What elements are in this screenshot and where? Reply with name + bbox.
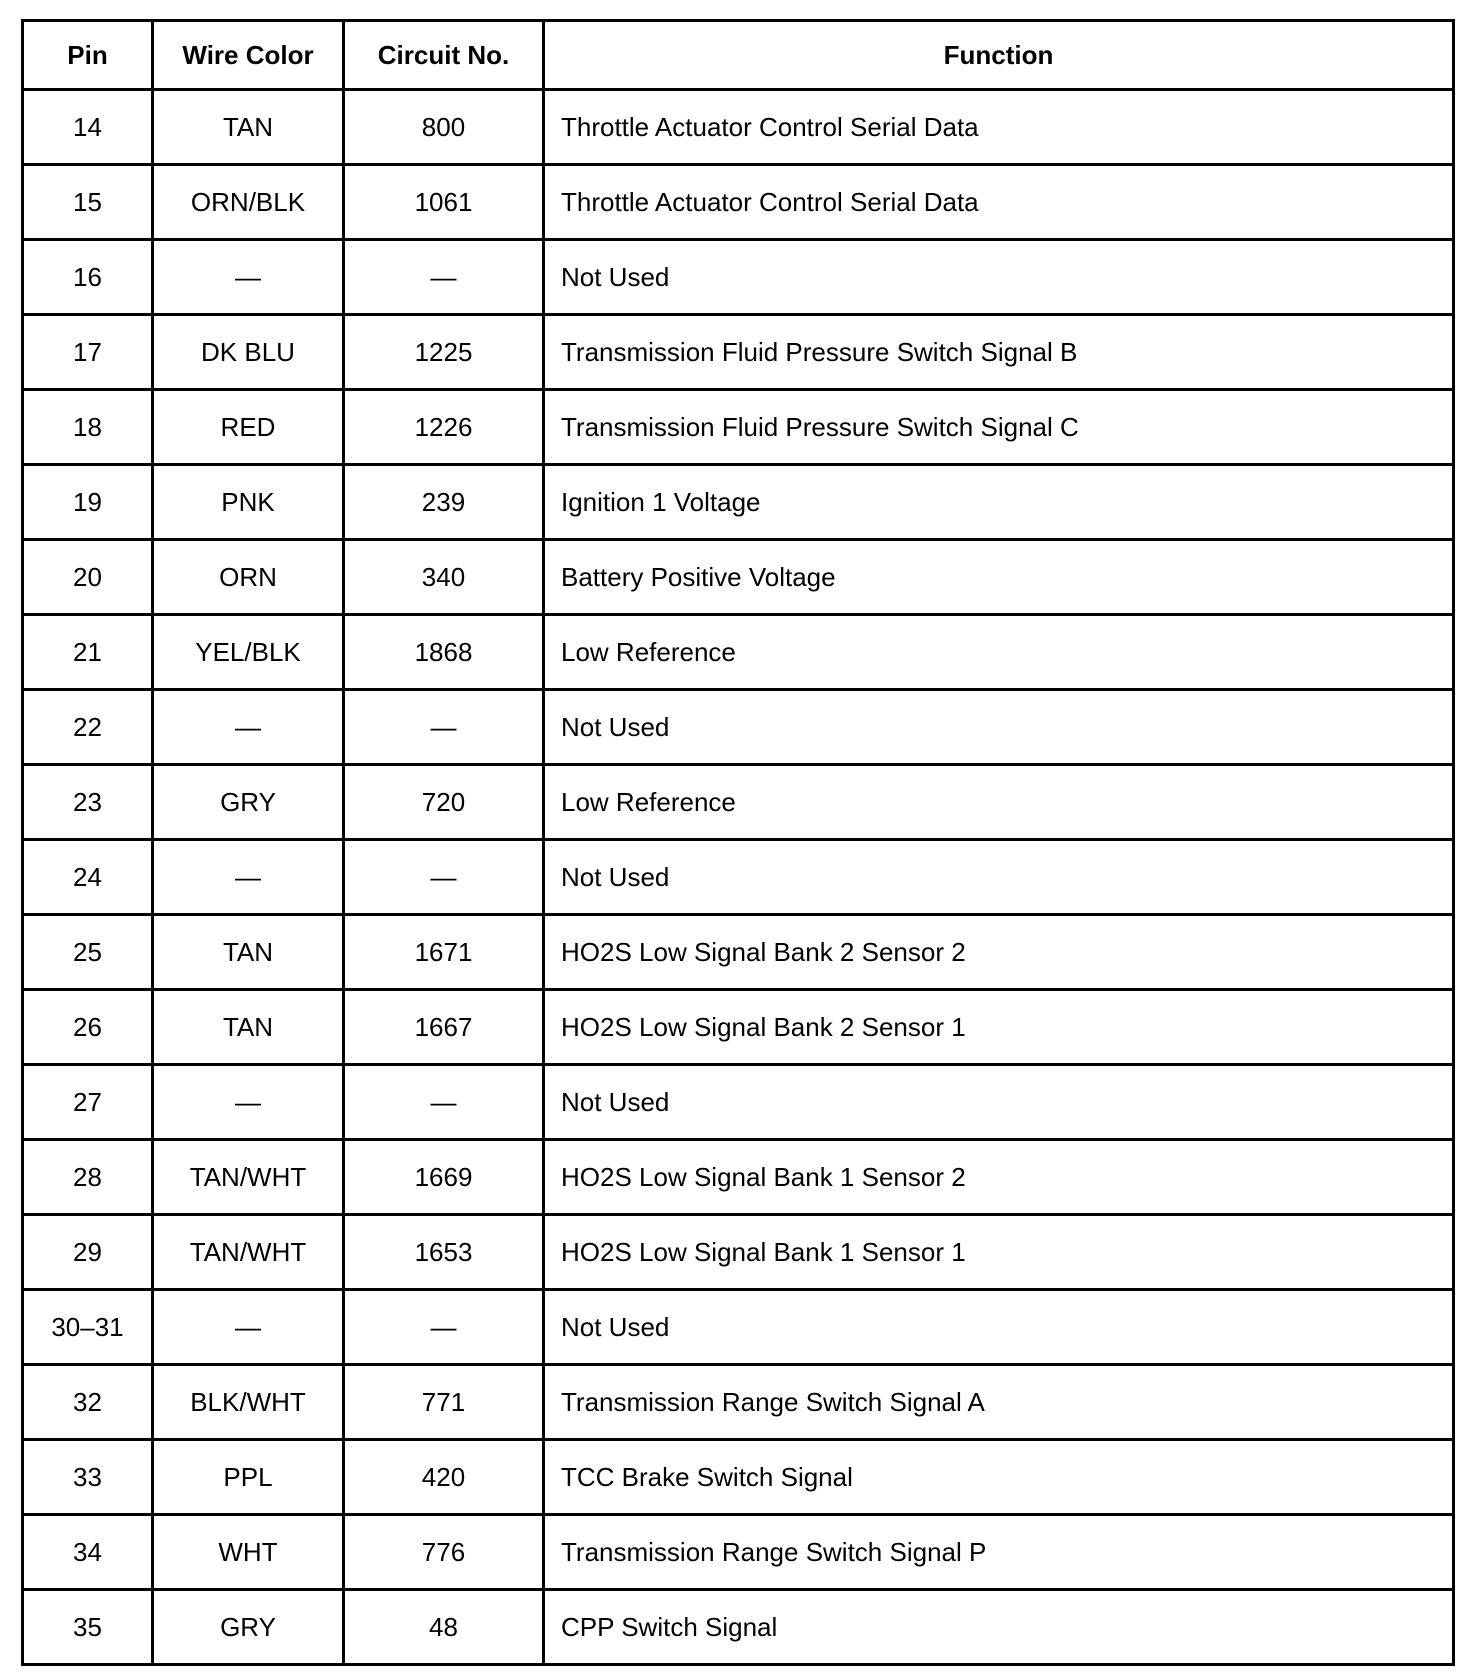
pin-cell: 22 bbox=[23, 690, 153, 765]
pin-cell: 24 bbox=[23, 840, 153, 915]
wire-color-cell: TAN/WHT bbox=[153, 1215, 344, 1290]
table-row bbox=[23, 1440, 1454, 1515]
wire-color-cell: — bbox=[153, 1290, 344, 1365]
pin-cell: 35 bbox=[23, 1590, 153, 1665]
table-row bbox=[23, 915, 1454, 990]
table-row bbox=[23, 1365, 1454, 1440]
pin-cell: 19 bbox=[23, 465, 153, 540]
function-cell: Transmission Fluid Pressure Switch Signal C bbox=[544, 390, 1454, 465]
table-header-row bbox=[23, 21, 1454, 90]
wire-color-cell: ORN/BLK bbox=[153, 165, 344, 240]
circuit-no-cell: 720 bbox=[344, 765, 544, 840]
function-cell: CPP Switch Signal bbox=[544, 1590, 1454, 1665]
table-row bbox=[23, 240, 1454, 315]
table-row bbox=[23, 690, 1454, 765]
table-row bbox=[23, 990, 1454, 1065]
pin-cell: 28 bbox=[23, 1140, 153, 1215]
table-row bbox=[23, 390, 1454, 465]
wire-color-cell: — bbox=[153, 240, 344, 315]
header-pin: Pin bbox=[23, 21, 153, 90]
circuit-no-cell: 420 bbox=[344, 1440, 544, 1515]
wire-color-cell: YEL/BLK bbox=[153, 615, 344, 690]
wire-color-cell: TAN/WHT bbox=[153, 1140, 344, 1215]
wire-color-cell: DK BLU bbox=[153, 315, 344, 390]
function-cell: Not Used bbox=[544, 1290, 1454, 1365]
wire-color-cell: WHT bbox=[153, 1515, 344, 1590]
table-row bbox=[23, 1590, 1454, 1665]
table-row bbox=[23, 540, 1454, 615]
function-cell: Not Used bbox=[544, 690, 1454, 765]
circuit-no-cell: 800 bbox=[344, 90, 544, 165]
table-row bbox=[23, 1140, 1454, 1215]
pin-cell: 30–31 bbox=[23, 1290, 153, 1365]
function-cell: Low Reference bbox=[544, 765, 1454, 840]
pin-cell: 15 bbox=[23, 165, 153, 240]
wire-color-cell: — bbox=[153, 840, 344, 915]
wire-color-cell: — bbox=[153, 1065, 344, 1140]
function-cell: Not Used bbox=[544, 240, 1454, 315]
circuit-no-cell: 776 bbox=[344, 1515, 544, 1590]
function-cell: HO2S Low Signal Bank 2 Sensor 2 bbox=[544, 915, 1454, 990]
circuit-no-cell: 1868 bbox=[344, 615, 544, 690]
pin-cell: 32 bbox=[23, 1365, 153, 1440]
wire-color-cell: — bbox=[153, 690, 344, 765]
circuit-no-cell: 1226 bbox=[344, 390, 544, 465]
function-cell: Battery Positive Voltage bbox=[544, 540, 1454, 615]
wire-color-cell: TAN bbox=[153, 915, 344, 990]
circuit-no-cell: 1653 bbox=[344, 1215, 544, 1290]
function-cell: Transmission Range Switch Signal A bbox=[544, 1365, 1454, 1440]
pin-cell: 20 bbox=[23, 540, 153, 615]
pin-cell: 34 bbox=[23, 1515, 153, 1590]
table-row bbox=[23, 615, 1454, 690]
pin-cell: 25 bbox=[23, 915, 153, 990]
table-row bbox=[23, 1215, 1454, 1290]
function-cell: Throttle Actuator Control Serial Data bbox=[544, 90, 1454, 165]
table-row bbox=[23, 165, 1454, 240]
function-cell: HO2S Low Signal Bank 2 Sensor 1 bbox=[544, 990, 1454, 1065]
circuit-no-cell: 1667 bbox=[344, 990, 544, 1065]
circuit-no-cell: — bbox=[344, 840, 544, 915]
wire-color-cell: GRY bbox=[153, 765, 344, 840]
function-cell: Not Used bbox=[544, 1065, 1454, 1140]
circuit-no-cell: 1225 bbox=[344, 315, 544, 390]
wire-color-cell: ORN bbox=[153, 540, 344, 615]
circuit-no-cell: 1669 bbox=[344, 1140, 544, 1215]
circuit-no-cell: 48 bbox=[344, 1590, 544, 1665]
pin-cell: 23 bbox=[23, 765, 153, 840]
pin-cell: 27 bbox=[23, 1065, 153, 1140]
circuit-no-cell: 340 bbox=[344, 540, 544, 615]
circuit-no-cell: 1671 bbox=[344, 915, 544, 990]
circuit-no-cell: — bbox=[344, 240, 544, 315]
function-cell: Low Reference bbox=[544, 615, 1454, 690]
table-row bbox=[23, 765, 1454, 840]
circuit-no-cell: — bbox=[344, 690, 544, 765]
function-cell: Transmission Range Switch Signal P bbox=[544, 1515, 1454, 1590]
header-function: Function bbox=[544, 21, 1454, 90]
header-wire-color: Wire Color bbox=[153, 21, 344, 90]
table-row bbox=[23, 1065, 1454, 1140]
pin-cell: 17 bbox=[23, 315, 153, 390]
pin-cell: 29 bbox=[23, 1215, 153, 1290]
pin-cell: 16 bbox=[23, 240, 153, 315]
table-row bbox=[23, 465, 1454, 540]
circuit-no-cell: — bbox=[344, 1065, 544, 1140]
pin-cell: 26 bbox=[23, 990, 153, 1065]
table-row bbox=[23, 1290, 1454, 1365]
function-cell: Throttle Actuator Control Serial Data bbox=[544, 165, 1454, 240]
circuit-no-cell: 1061 bbox=[344, 165, 544, 240]
wire-color-cell: PPL bbox=[153, 1440, 344, 1515]
wire-color-cell: RED bbox=[153, 390, 344, 465]
wire-color-cell: GRY bbox=[153, 1590, 344, 1665]
circuit-no-cell: 239 bbox=[344, 465, 544, 540]
function-cell: Ignition 1 Voltage bbox=[544, 465, 1454, 540]
pin-cell: 14 bbox=[23, 90, 153, 165]
circuit-no-cell: — bbox=[344, 1290, 544, 1365]
function-cell: Transmission Fluid Pressure Switch Signal B bbox=[544, 315, 1454, 390]
circuit-no-cell: 771 bbox=[344, 1365, 544, 1440]
wire-color-cell: TAN bbox=[153, 990, 344, 1065]
function-cell: HO2S Low Signal Bank 1 Sensor 1 bbox=[544, 1215, 1454, 1290]
table-row bbox=[23, 90, 1454, 165]
wire-color-cell: BLK/WHT bbox=[153, 1365, 344, 1440]
wire-color-cell: TAN bbox=[153, 90, 344, 165]
pin-cell: 21 bbox=[23, 615, 153, 690]
table-row bbox=[23, 840, 1454, 915]
pin-cell: 18 bbox=[23, 390, 153, 465]
wire-color-cell: PNK bbox=[153, 465, 344, 540]
function-cell: Not Used bbox=[544, 840, 1454, 915]
function-cell: HO2S Low Signal Bank 1 Sensor 2 bbox=[544, 1140, 1454, 1215]
pin-function-table bbox=[21, 19, 1455, 1666]
table-body bbox=[23, 90, 1454, 1665]
table-row bbox=[23, 315, 1454, 390]
header-circuit-no: Circuit No. bbox=[344, 21, 544, 90]
function-cell: TCC Brake Switch Signal bbox=[544, 1440, 1454, 1515]
pin-cell: 33 bbox=[23, 1440, 153, 1515]
table-row bbox=[23, 1515, 1454, 1590]
